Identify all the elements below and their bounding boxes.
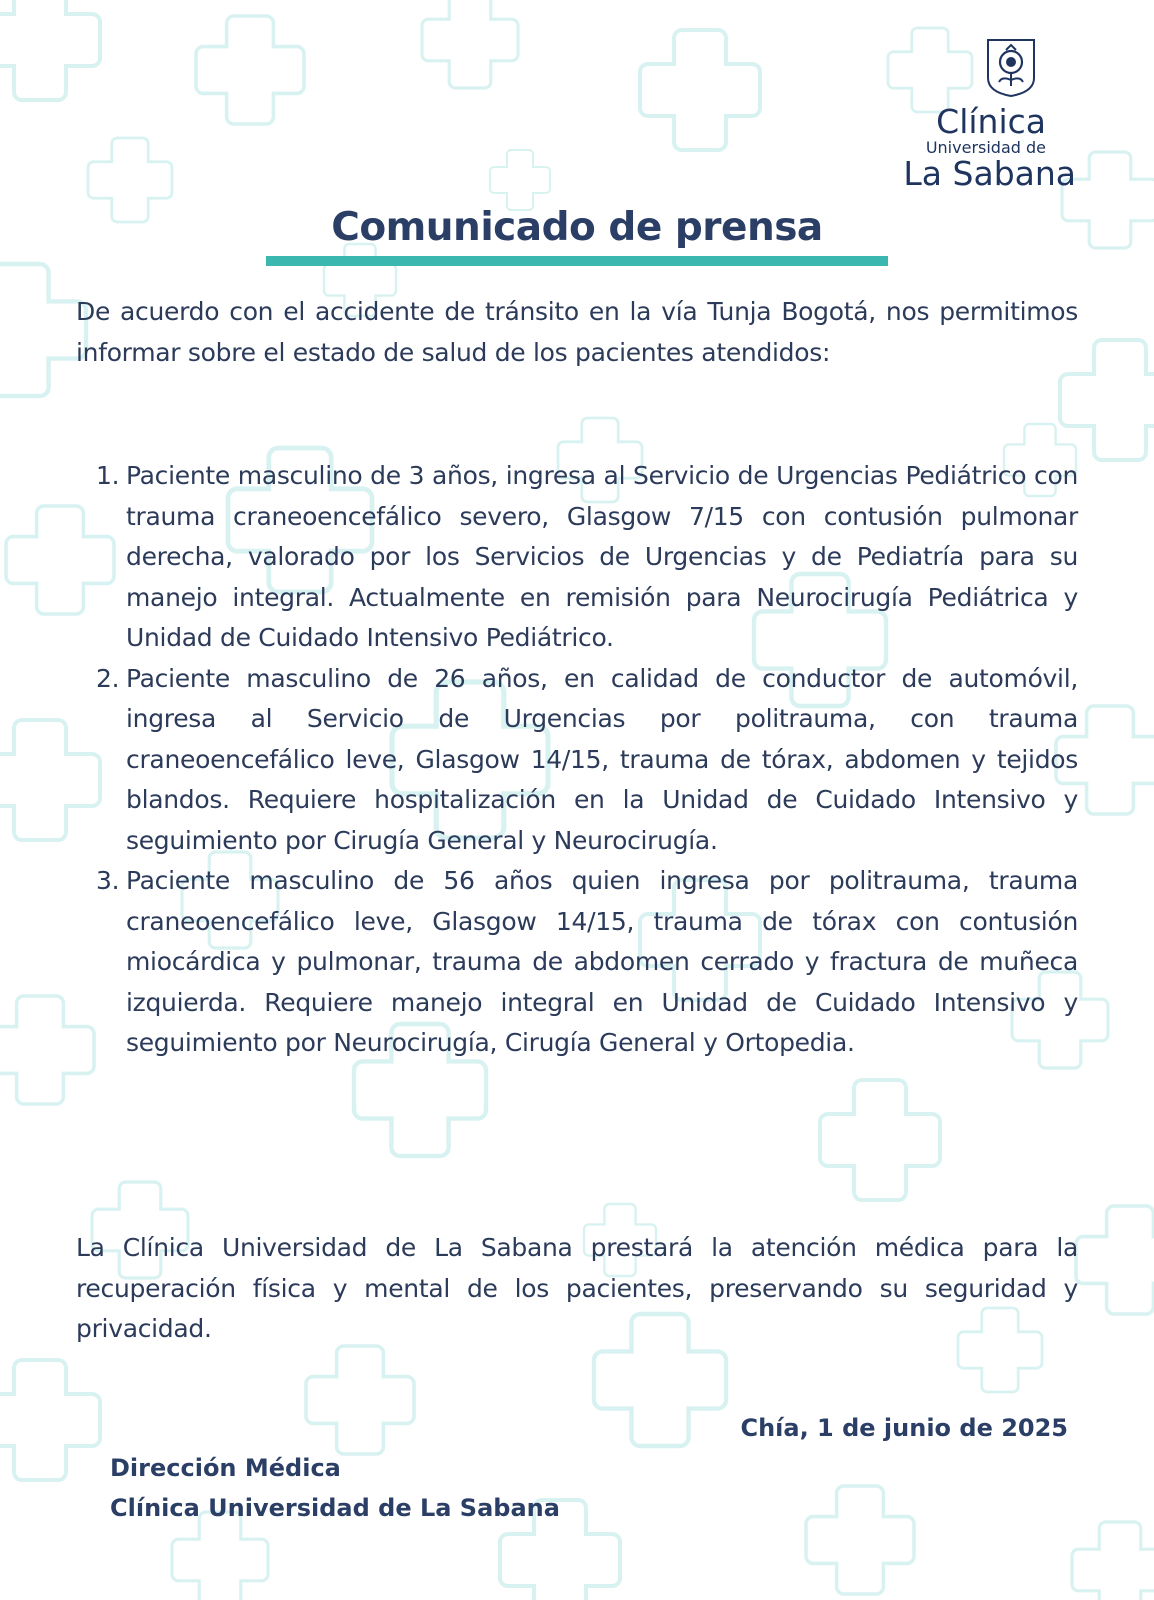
release-date: Chía, 1 de junio de 2025 [740, 1414, 1068, 1442]
list-item-text: Paciente masculino de 26 años, en calidad de conductor de automóvil, ingresa al Servicio de Urgencias por politrauma, con trauma craneoencefálico leve, Glasgow 14/15, trauma de tórax, abdomen y tejidos blandos. Requiere hospitalización en la Unidad de Cuidado Intensivo y seguimiento por Cirugía General y Neurocirugía. [126, 663, 1078, 855]
logo-line-la-sabana: La Sabana [903, 154, 1076, 193]
signature-department: Dirección Médica [110, 1454, 341, 1482]
clinic-logo [886, 38, 1076, 193]
list-item [76, 456, 1078, 659]
closing-paragraph: La Clínica Universidad de La Sabana prestará la atención médica para la recuperación física y mental de los pacientes, preservando su seguridad y privacidad. [76, 1233, 1078, 1343]
page-title: Comunicado de prensa [331, 205, 823, 250]
list-item [76, 659, 1078, 862]
intro-paragraph: De acuerdo con el accidente de tránsito en la vía Tunja Bogotá, nos permitimos informar sobre el estado de salud de los pacientes atendidos: [76, 297, 1078, 367]
list-item-text: Paciente masculino de 3 años, ingresa al Servicio de Urgencias Pediátrico con trauma craneoencefálico severo, Glasgow 7/15 con contusión pulmonar derecha, valorado por los Servicios de Urgencias y de Pediatría para su manejo integral. Actualmente en remisión para Neurocirugía Pediátrica y Unidad de Cuidado Intensivo Pediátrico. [126, 461, 1078, 652]
list-item-number: 3. [96, 866, 120, 895]
title-underline [266, 256, 888, 266]
list-item-text: Paciente masculino de 56 años quien ingresa por politrauma, trauma craneoencefálico leve, Glasgow 14/15, trauma de tórax con contusión miocárdica y pulmonar, trauma de abdomen cerrado y fractura de muñeca izquierda. Requiere manejo integral en Unidad de Cuidado Intensivo y seguimiento por Neurocirugía, Cirugía General y Ortopedia. [126, 866, 1078, 1057]
pomegranate-emblem-icon [982, 38, 1040, 98]
logo-line-universidad: Universidad de [925, 138, 1046, 157]
logo-line-clinica: Clínica [936, 102, 1046, 141]
list-item [76, 861, 1078, 1064]
list-item-number: 1. [96, 461, 120, 490]
patient-list [76, 456, 1078, 1064]
signature-institution: Clínica Universidad de La Sabana [110, 1494, 560, 1522]
list-item-number: 2. [96, 663, 120, 693]
